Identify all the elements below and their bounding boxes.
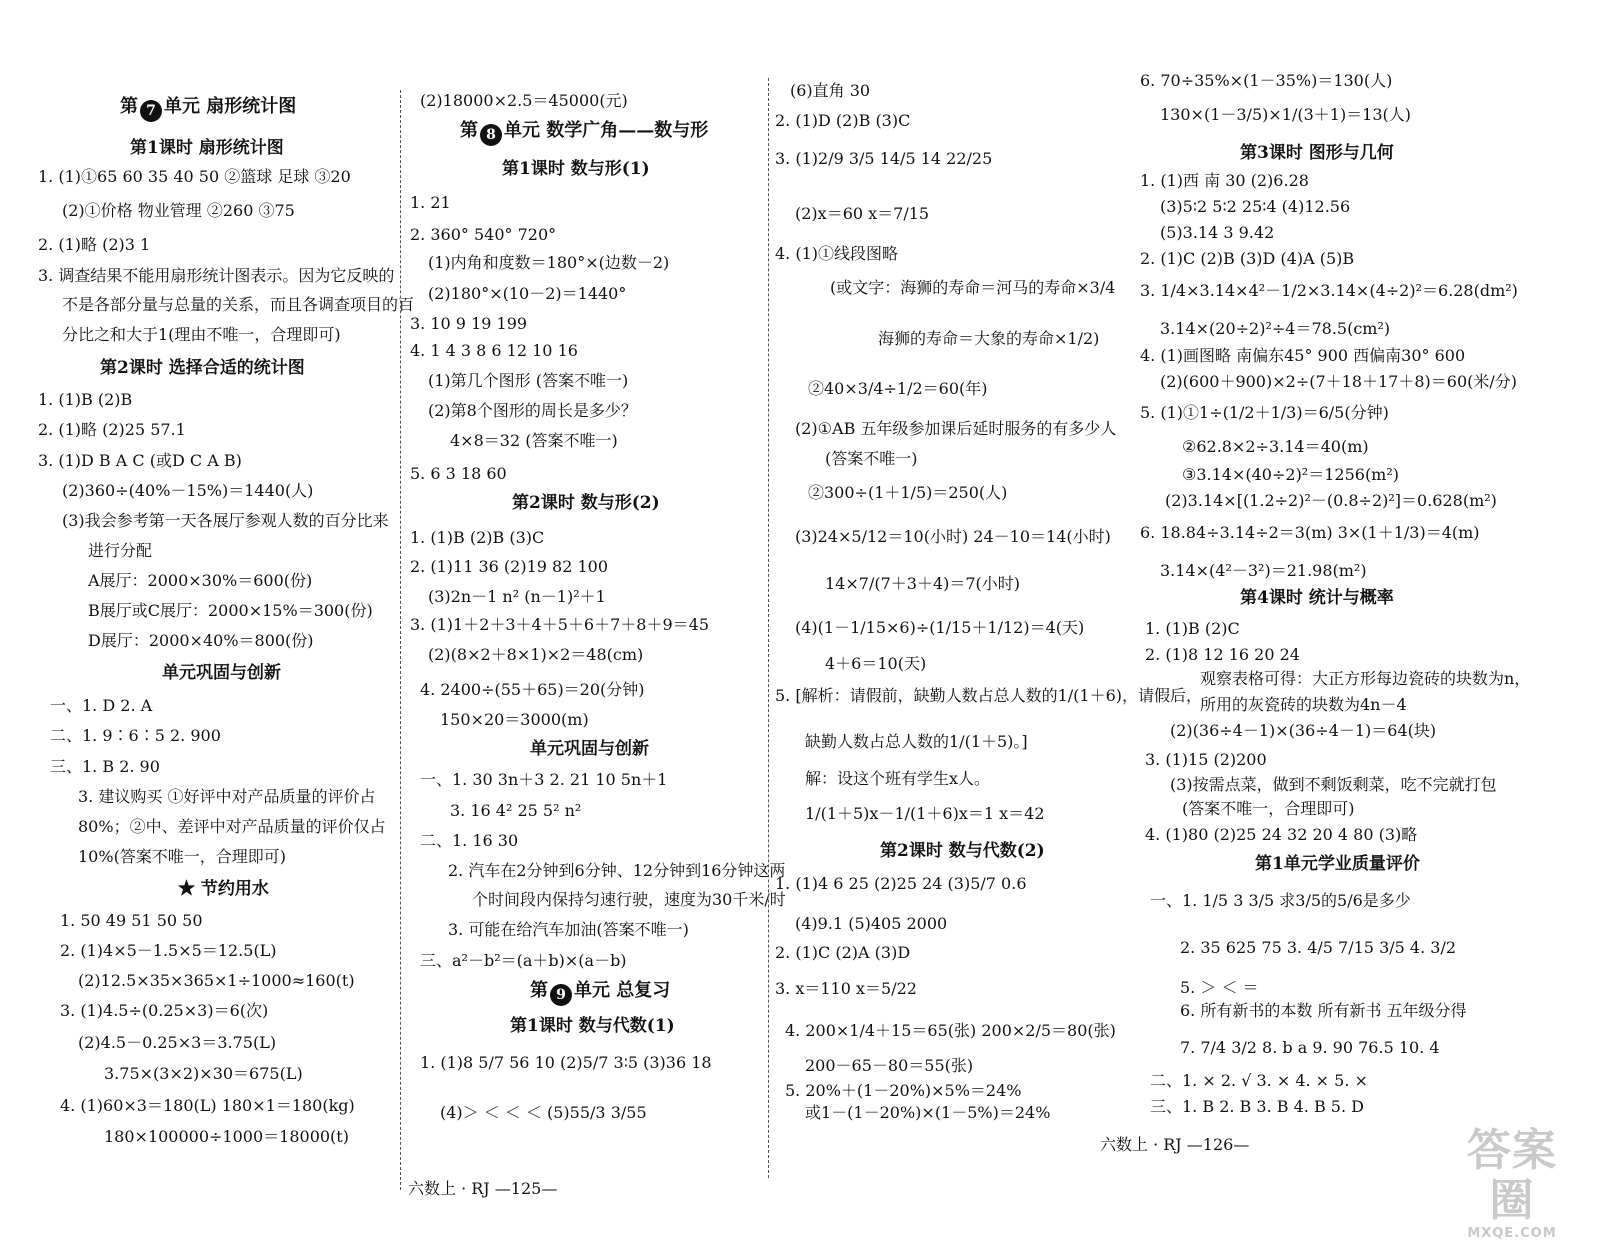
answer-line: A展厅：2000×30%＝600(份) (88, 571, 313, 590)
answer-line: (2)第8个图形的周长是多少？ (428, 401, 637, 420)
answer-line: 2. 汽车在2分钟到6分钟、12分钟到16分钟这两 (448, 861, 786, 880)
answer-line: 海狮的寿命＝大象的寿命×1/2) (878, 329, 1100, 348)
section-heading: 第1单元学业质量评价 (1255, 854, 1420, 874)
section-heading: 第3课时 图形与几何 (1240, 143, 1394, 163)
answer-line: 三、1. B 2. 90 (50, 757, 160, 776)
answer-line: 3. 1/4×3.14×4²－1/2×3.14×(4÷2)²＝6.28(dm²) (1140, 281, 1518, 300)
answer-line: 解：设这个班有学生x人。 (805, 769, 991, 788)
answer-line: (3)5∶2 5∶2 25∶4 (4)12.56 (1160, 197, 1351, 216)
answer-line: 3.75×(3×2)×30＝675(L) (104, 1064, 303, 1083)
answer-line: 1. (1)B (2)B (38, 390, 133, 409)
answer-line: (4)9.1 (5)405 2000 (795, 914, 948, 933)
answer-line: (3)2n－1 n² (n－1)²＋1 (428, 587, 606, 606)
unit-title: 单元 扇形统计图 (164, 96, 297, 117)
answer-line: (2)x＝60 x＝7/15 (795, 204, 930, 223)
answer-line: 5. (1)①1÷(1/2＋1/3)＝6/5(分钟) (1140, 403, 1389, 422)
answer-line: (答案不唯一，合理即可) (1182, 799, 1355, 818)
answer-line: 三、1. B 2. B 3. B 4. B 5. D (1150, 1097, 1364, 1116)
answer-line: (1)内角和度数＝180°×(边数－2) (428, 253, 670, 272)
answer-line: (2)(36÷4－1)×(36÷4－1)＝64(块) (1170, 721, 1437, 740)
answer-line: 3.14×(4²－3²)＝21.98(m²) (1160, 561, 1367, 580)
answer-line: ②62.8×2÷3.14＝40(m) (1182, 437, 1369, 456)
answer-line: 200－65－80＝55(张) (805, 1056, 974, 1075)
answer-line: 150×20＝3000(m) (440, 710, 589, 729)
answer-line: 2. 35 625 75 3. 4/5 7/15 3/5 4. 3/2 (1180, 938, 1457, 957)
answer-line: (2)①价格 物业管理 ②260 ③75 (62, 201, 295, 220)
answer-line: 二、1. 16 30 (420, 831, 519, 850)
watermark-bottom-text: MXQE.COM (1467, 1226, 1557, 1241)
answer-line: (2)12.5×35×365×1÷1000≈160(t) (78, 971, 355, 990)
answer-line: 1. 50 49 51 50 50 (60, 911, 203, 930)
answer-line: 4. (1)80 (2)25 24 32 20 4 80 (3)略 (1145, 825, 1418, 844)
answer-line: 进行分配 (88, 541, 153, 560)
unit-number-badge: 8 (480, 124, 502, 146)
answer-line: 缺勤人数占总人数的1/(1＋5)。] (805, 732, 1028, 751)
answer-line: B展厅或C展厅：2000×15%＝300(份) (88, 601, 373, 620)
unit-title: 单元 总复习 (574, 980, 671, 1001)
answer-line: ②40×3/4÷1/2＝60(年) (808, 379, 988, 398)
answer-line: 或1－(1－20%)×(1－5%)＝24% (805, 1103, 1051, 1122)
answer-line: 3.14×(20÷2)²÷4＝78.5(cm²) (1160, 319, 1391, 338)
answer-line: (6)直角 30 (790, 81, 871, 100)
answer-line: 4. (1)60×3＝180(L) 180×1＝180(kg) (60, 1096, 355, 1115)
section-heading: 第2课时 数与代数(2) (880, 841, 1045, 861)
answer-line: 2. (1)D (2)B (3)C (775, 111, 911, 130)
answer-line: 3. (1)4.5÷(0.25×3)＝6(次) (60, 1001, 269, 1020)
answer-line: 5. 6 3 18 60 (410, 464, 507, 483)
answer-line: 180×100000÷1000＝18000(t) (104, 1127, 349, 1146)
answer-line: 1. (1)B (2)B (3)C (410, 528, 545, 547)
answer-line: 3. 建议购买 ①好评中对产品质量的评价占 (78, 787, 376, 806)
unit-prefix: 第 (530, 980, 548, 1001)
answer-line: 三、a²－b²＝(a＋b)×(a－b) (420, 951, 627, 970)
answer-line: 1. (1)4 6 25 (2)25 24 (3)5/7 0.6 (775, 874, 1027, 893)
answer-line: 4＋6＝10(天) (825, 654, 927, 673)
answer-line: (2)180°×(10－2)＝1440° (428, 284, 627, 303)
answer-line: 4. 200×1/4＋15＝65(张) 200×2/5＝80(张) (785, 1021, 1116, 1040)
answer-line: 2. (1)略 (2)3 1 (38, 235, 151, 254)
answer-line: (5)3.14 3 9.42 (1160, 223, 1275, 242)
answer-line: 二、1. × 2. √ 3. × 4. × 5. × (1150, 1071, 1368, 1090)
answer-line: 3. (1)D B A C (或D C A B) (38, 451, 242, 470)
answer-line: (2)①AB 五年级参加课后延时服务的有多少人 (795, 419, 1117, 438)
answer-line: 2. (1)C (2)A (3)D (775, 943, 911, 962)
answer-line: 3. 可能在给汽车加油(答案不唯一) (448, 920, 689, 939)
answer-line: 3. (1)15 (2)200 (1145, 750, 1267, 769)
watermark-logo (1452, 1125, 1572, 1241)
answer-line: 4×8＝32 (答案不唯一) (450, 431, 618, 450)
answer-line: 7. 7/4 3/2 8. b a 9. 90 76.5 10. 4 (1180, 1038, 1440, 1057)
answer-line: (2)18000×2.5＝45000(元) (420, 91, 628, 110)
section-heading: 第1课时 数与形(1) (502, 159, 650, 179)
unit-prefix: 第 (120, 96, 138, 117)
answer-line: 10%(答案不唯一，合理即可) (78, 847, 287, 866)
answer-line: (或文字：海狮的寿命＝河马的寿命×3/4 (830, 278, 1116, 297)
answer-line: (3)我会参考第一天各展厅参观人数的百分比来 (62, 511, 389, 530)
answer-line: (2)3.14×[(1.2÷2)²－(0.8÷2)²]＝0.628(m²) (1165, 491, 1497, 510)
answer-line: 1. 21 (410, 193, 451, 212)
answer-line: (答案不唯一) (825, 449, 918, 468)
answer-line: 所用的灰瓷砖的块数为4n－4 (1200, 695, 1407, 714)
answer-line: (3)按需点菜，做到不剩饭剩菜，吃不完就打包 (1170, 775, 1497, 794)
answer-line: 80%；②中、差评中对产品质量的评价仅占 (78, 817, 386, 836)
answer-line: 3. 调查结果不能用扇形统计图表示。因为它反映的 (38, 266, 395, 285)
answer-line: 1. (1)西 南 30 (2)6.28 (1140, 171, 1309, 190)
section-heading: 单元巩固与创新 (530, 739, 649, 759)
answer-line: 一、1. D 2. A (50, 696, 153, 715)
answer-line: 2. (1)11 36 (2)19 82 100 (410, 557, 608, 576)
answer-line: 观察表格可得：大正方形每边瓷砖的块数为n， (1200, 669, 1531, 688)
unit-title: 单元 数学广角——数与形 (504, 120, 709, 141)
answer-line: 3. (1)1＋2＋3＋4＋5＋6＋7＋8＋9＝45 (410, 615, 709, 634)
answer-line: 二、1. 9∶6∶5 2. 900 (50, 726, 221, 745)
answer-line: 4. (1)①线段图略 (775, 244, 899, 263)
section-heading: 单元巩固与创新 (162, 663, 281, 683)
unit-number-badge: 9 (550, 984, 572, 1006)
answer-line: 3. (1)2/9 3/5 14/5 14 22/25 (775, 149, 993, 168)
answer-line: 个时间段内保持匀速行驶，速度为30千米/时 (472, 890, 786, 909)
answer-line: ②300÷(1＋1/5)＝250(人) (808, 483, 1008, 502)
answer-line: (2)360÷(40%－15%)＝1440(人) (62, 481, 314, 500)
answer-line: 3. 10 9 19 199 (410, 314, 528, 333)
answer-line: D展厅：2000×40%＝800(份) (88, 631, 314, 650)
answer-line: 5. 20%＋(1－20%)×5%＝24% (785, 1081, 1022, 1100)
section-heading: 第2课时 数与形(2) (512, 493, 660, 513)
answer-line: 分比之和大于1(理由不唯一，合理即可) (62, 325, 341, 344)
section-heading: 第2课时 选择合适的统计图 (100, 358, 305, 378)
answer-line: 130×(1－3/5)×1/(3＋1)＝13(人) (1160, 105, 1412, 124)
answer-line: 5. ＞ ＜ ＝ (1180, 978, 1259, 997)
answer-line: (4)(1－1/15×6)÷(1/15＋1/12)＝4(天) (795, 618, 1085, 637)
answer-line: 一、1. 1/5 3 3/5 求3/5的5/6是多少 (1150, 891, 1411, 910)
answer-line: 4. 2400÷(55＋65)＝20(分钟) (420, 680, 645, 699)
section-heading: 第1课时 扇形统计图 (130, 138, 284, 158)
answer-line: 2. 360° 540° 720° (410, 225, 557, 244)
answer-line: 3. x＝110 x＝5/22 (775, 979, 917, 998)
page-footer: 六数上 · RJ —125— (408, 1179, 558, 1198)
watermark-top-text: 答案圈 (1467, 1125, 1557, 1226)
answer-line: 一、1. 30 3n＋3 2. 21 10 5n＋1 (420, 770, 668, 789)
answer-line: 4. 1 4 3 8 6 12 10 16 (410, 341, 578, 360)
section-heading: ★ 节约用水 (178, 879, 269, 899)
answer-line: 2. (1)8 12 16 20 24 (1145, 645, 1300, 664)
answer-line: 2. (1)C (2)B (3)D (4)A (5)B (1140, 249, 1355, 268)
answer-line: 5. [解析：请假前，缺勤人数占总人数的1/(1＋6)，请假后， (775, 686, 1203, 705)
section-heading: 第4课时 统计与概率 (1240, 588, 1394, 608)
answer-line: (2)4.5－0.25×3＝3.75(L) (78, 1033, 277, 1052)
answer-line: 1. (1)B (2)C (1145, 619, 1240, 638)
unit-prefix: 第 (460, 120, 478, 141)
answer-line: 6. 70÷35%×(1－35%)＝130(人) (1140, 71, 1393, 90)
answer-line: 4. (1)画图略 南偏东45° 900 西偏南30° 600 (1140, 346, 1466, 365)
answer-line: 1. (1)①65 60 35 40 50 ②篮球 足球 ③20 (38, 167, 351, 186)
answer-line: 14×7/(7＋3＋4)＝7(小时) (825, 574, 1021, 593)
answer-line: 不是各部分量与总量的关系，而且各调查项目的百 (62, 295, 415, 314)
answer-line: ③3.14×(40÷2)²＝1256(m²) (1182, 465, 1400, 484)
answer-line: (3)24×5/12＝10(小时) 24－10＝14(小时) (795, 527, 1111, 546)
answer-line: 1/(1＋5)x－1/(1＋6)x＝1 x＝42 (805, 804, 1045, 823)
answer-line: 2. (1)4×5－1.5×5＝12.5(L) (60, 941, 277, 960)
answer-line: 3. 16 4² 25 5² n² (450, 801, 582, 820)
answer-line: (2)(600＋900)×2÷(7＋18＋17＋8)＝60(米/分) (1160, 372, 1518, 391)
section-heading: 第1课时 数与代数(1) (510, 1016, 675, 1036)
answer-line: 1. (1)8 5/7 56 10 (2)5/7 3∶5 (3)36 18 (420, 1053, 712, 1072)
answer-line: (1)第几个图形 (答案不唯一) (428, 371, 629, 390)
answer-line: 2. (1)略 (2)25 57.1 (38, 420, 186, 439)
page-footer: 六数上 · RJ —126— (1100, 1135, 1250, 1154)
answer-line: 6. 所有新书的本数 所有新书 五年级分得 (1180, 1001, 1467, 1020)
unit-number-badge: 7 (140, 100, 162, 122)
answer-line: (2)(8×2＋8×1)×2＝48(cm) (428, 645, 644, 664)
answer-line: 6. 18.84÷3.14÷2＝3(m) 3×(1＋1/3)＝4(m) (1140, 523, 1480, 542)
answer-line: (4)＞ ＜ ＜ ＜ (5)55/3 3/55 (440, 1103, 647, 1122)
